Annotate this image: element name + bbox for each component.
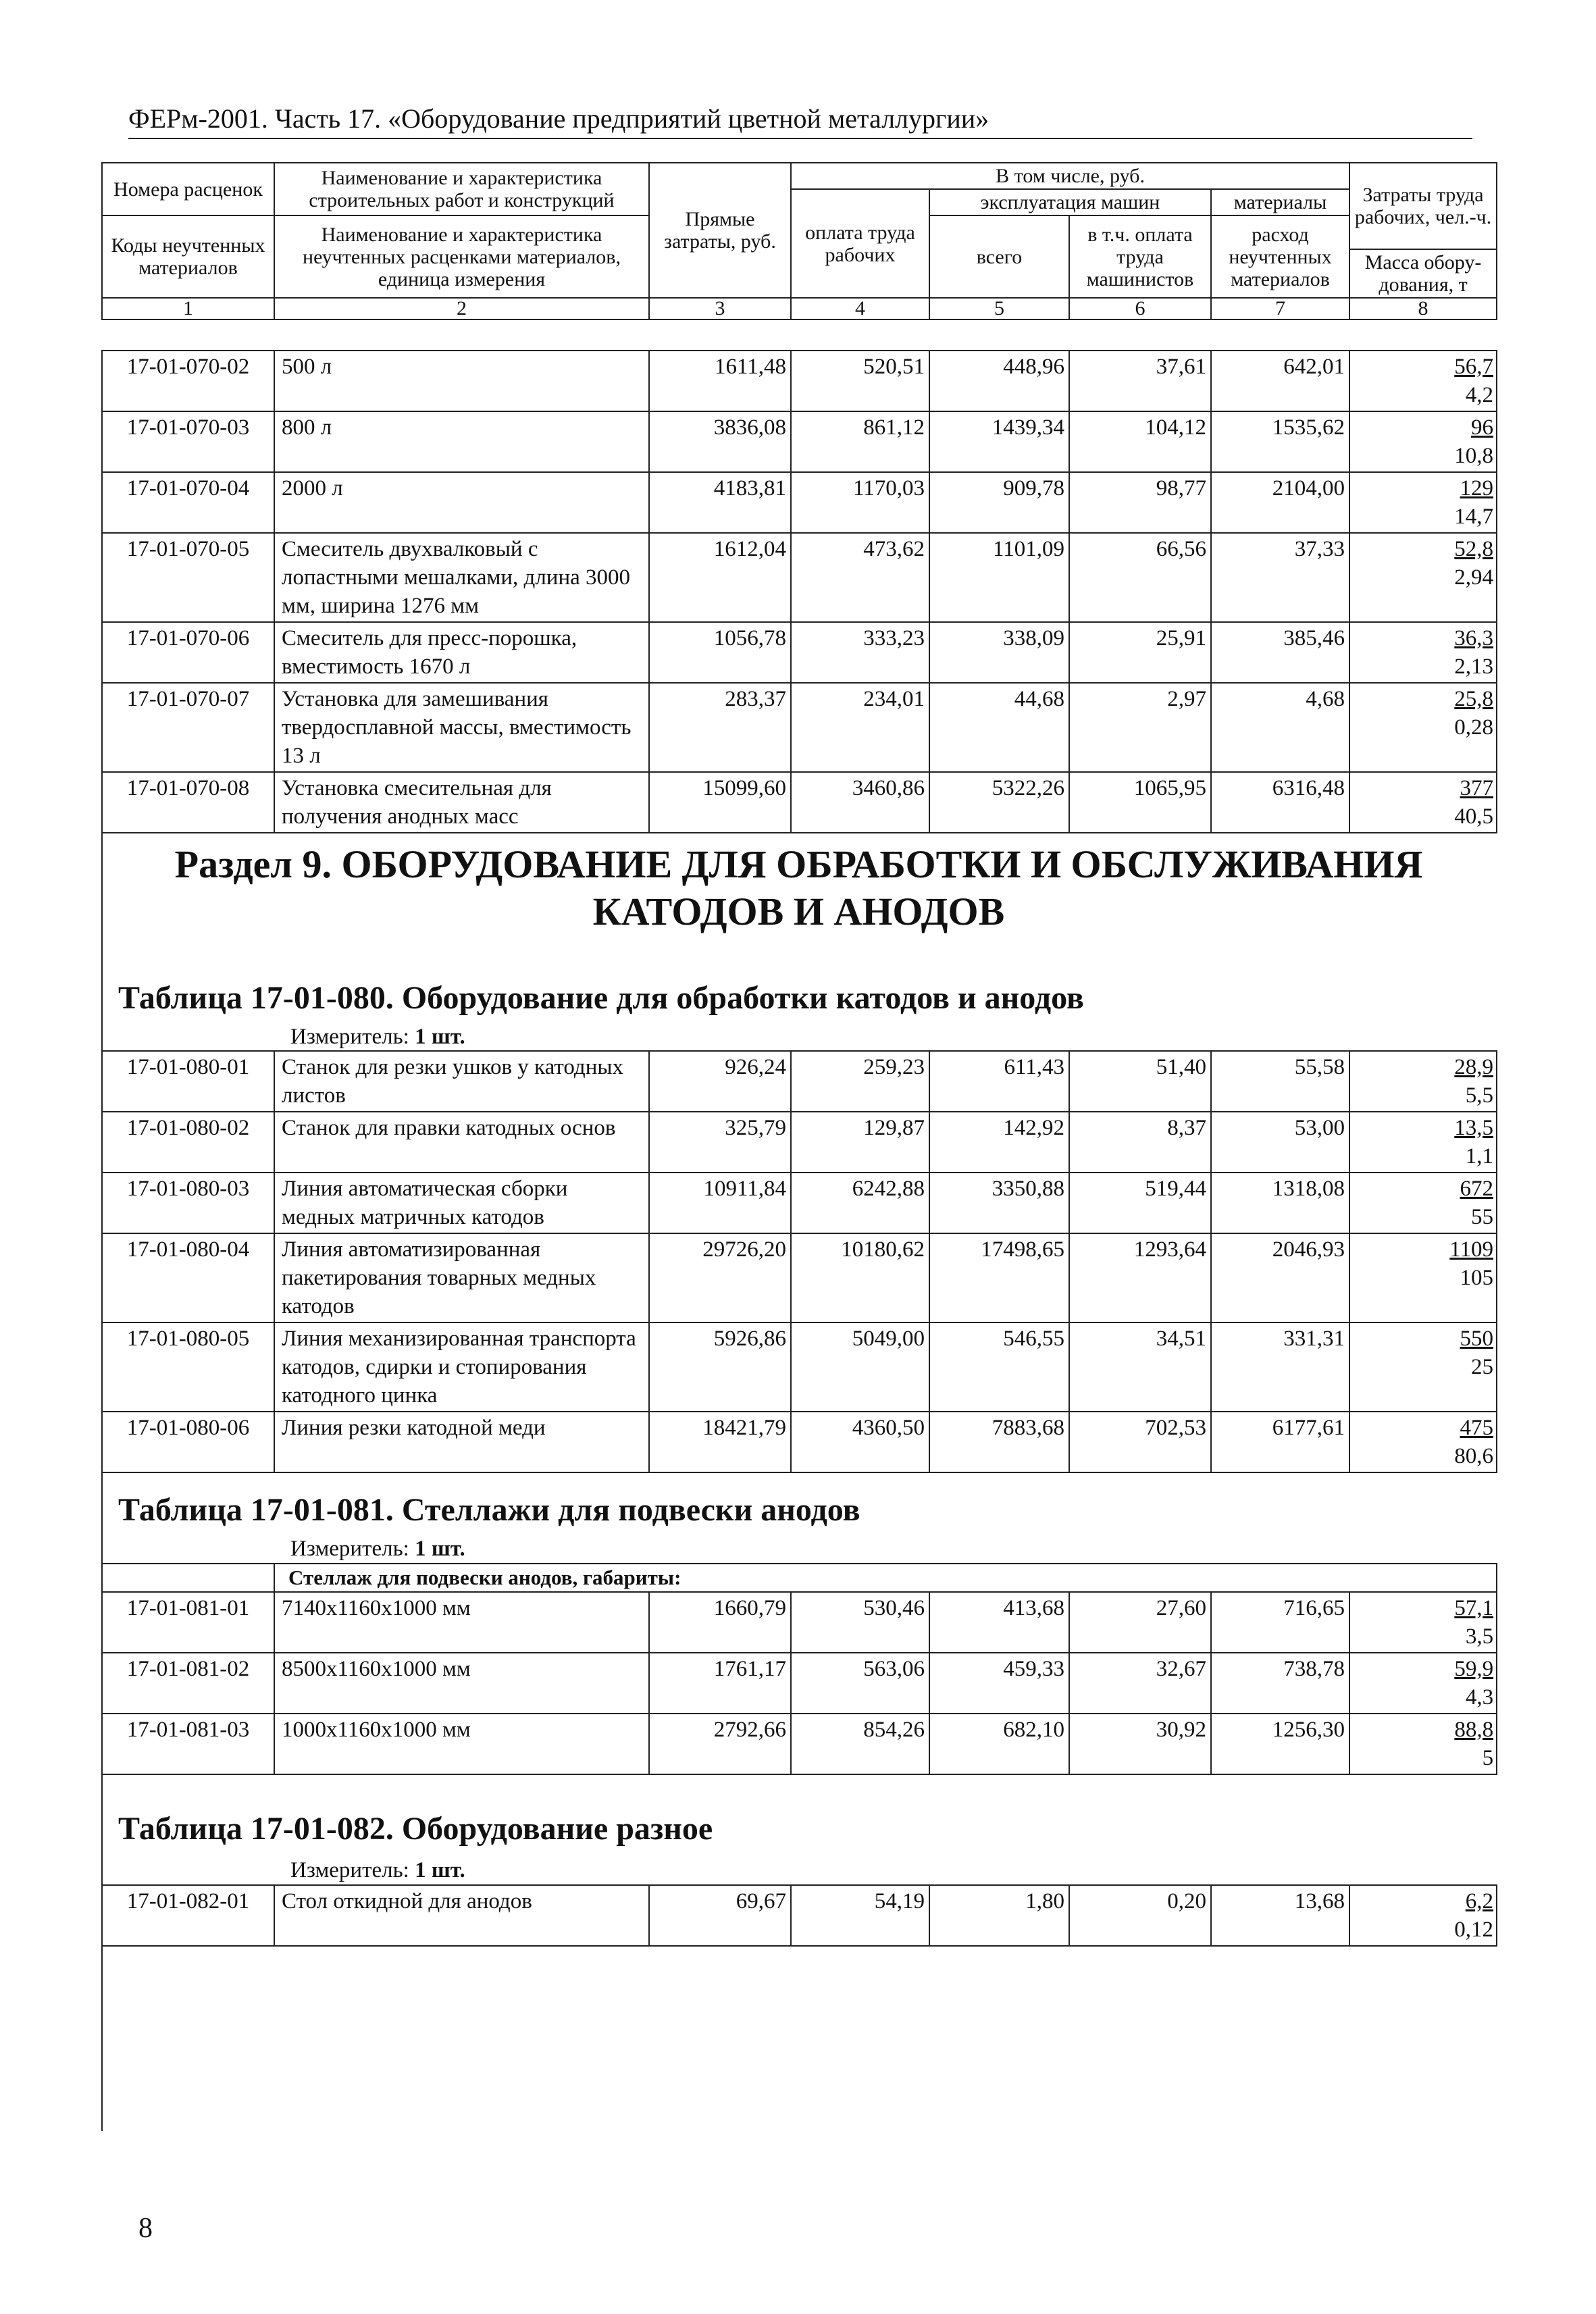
unit-value: 1 шт.	[415, 1537, 465, 1561]
rate-code: 17-01-082-01	[102, 1885, 274, 1946]
rate-name: Установка смесительная для получения анодных масс	[274, 772, 649, 833]
col1-top-header: Номера расценок	[102, 163, 274, 215]
worker-pay: 861,12	[791, 411, 929, 472]
machinist-pay: 51,40	[1069, 1051, 1211, 1112]
equipment-mass: 10,8	[1454, 444, 1493, 468]
labor-mass-cell	[1349, 533, 1497, 622]
machinist-pay: 702,53	[1069, 1412, 1211, 1472]
materials-value: 4,68	[1211, 683, 1349, 772]
direct-costs: 1761,17	[649, 1653, 791, 1714]
rate-code: 17-01-081-01	[102, 1592, 274, 1653]
worker-pay: 3460,86	[791, 772, 929, 833]
machines-total: 682,10	[929, 1714, 1069, 1774]
col-number-6: 6	[1069, 298, 1211, 319]
worker-pay: 10180,62	[791, 1233, 929, 1322]
labor-mass-cell	[1349, 1412, 1497, 1472]
rate-code: 17-01-080-04	[102, 1233, 274, 1322]
rate-code: 17-01-070-08	[102, 772, 274, 833]
machines-total: 17498,65	[929, 1233, 1069, 1322]
machinist-pay: 27,60	[1069, 1592, 1211, 1653]
direct-costs: 4183,81	[649, 472, 791, 533]
labor-mass-cell	[1349, 1714, 1497, 1774]
unaccounted-materials-header: расход неучтенных материалов	[1211, 215, 1349, 298]
machinist-pay: 104,12	[1069, 411, 1211, 472]
rate-name: Стол откидной для анодов	[274, 1885, 649, 1946]
col-number-8: 8	[1349, 298, 1497, 319]
materials-value: 716,65	[1211, 1592, 1349, 1653]
rate-row	[102, 1051, 1497, 1112]
rate-code: 17-01-070-06	[102, 622, 274, 683]
direct-costs: 3836,08	[649, 411, 791, 472]
rate-row	[102, 472, 1497, 533]
labor-hours: 36,3	[1454, 626, 1493, 650]
labor-hours: 88,8	[1454, 1718, 1494, 1742]
labor-mass-cell	[1349, 622, 1497, 683]
materials-value: 385,46	[1211, 622, 1349, 683]
table-081	[101, 1563, 1497, 1775]
rate-name: Смеситель двухвалковый с лопастными мешалками, длина 3000 мм, ширина 1276 мм	[274, 533, 649, 622]
materials-value: 1535,62	[1211, 411, 1349, 472]
worker-pay: 234,01	[791, 683, 929, 772]
rate-row	[102, 1412, 1497, 1472]
materials-value: 53,00	[1211, 1112, 1349, 1173]
col-number-7: 7	[1211, 298, 1349, 319]
table-081-title: Таблица 17-01-081. Стеллажи для подвески анодов	[118, 1492, 860, 1528]
table-080	[101, 1050, 1497, 1473]
table-070	[101, 350, 1497, 833]
direct-costs: 325,79	[649, 1112, 791, 1173]
rate-name: Станок для правки катодных основ	[274, 1112, 649, 1173]
labor-hours: 129	[1460, 476, 1493, 500]
table-082-title: Таблица 17-01-082. Оборудование разное	[118, 1811, 713, 1847]
equipment-mass: 3,5	[1465, 1624, 1494, 1649]
labor-mass-cell	[1349, 1051, 1497, 1112]
machinist-pay: 2,97	[1069, 683, 1211, 772]
rate-code: 17-01-080-03	[102, 1173, 274, 1233]
machinist-pay: 1293,64	[1069, 1233, 1211, 1322]
col-number-5: 5	[929, 298, 1069, 319]
rate-code: 17-01-081-02	[102, 1653, 274, 1714]
rate-row	[102, 1885, 1497, 1946]
labor-hours: 96	[1471, 415, 1493, 440]
rate-row	[102, 411, 1497, 472]
worker-pay: 54,19	[791, 1885, 929, 1946]
worker-pay: 1170,03	[791, 472, 929, 533]
equipment-mass: 5,5	[1465, 1083, 1493, 1108]
materials-value: 6177,61	[1211, 1412, 1349, 1472]
col1-bottom-header: Коды неучтенных материалов	[102, 215, 274, 298]
equipment-mass: 1,1	[1465, 1144, 1493, 1168]
labor-mass-cell	[1349, 1112, 1497, 1173]
equipment-mass: 0,28	[1454, 715, 1493, 740]
materials-value: 2104,00	[1211, 472, 1349, 533]
worker-pay: 259,23	[791, 1051, 929, 1112]
machines-total: 338,09	[929, 622, 1069, 683]
labor-mass-cell	[1349, 1173, 1497, 1233]
machines-total: 448,96	[929, 351, 1069, 411]
machinist-pay: 98,77	[1069, 472, 1211, 533]
col2-bottom-header: Наименование и характеристика неучтенных расценками материалов, единица измерения	[274, 215, 649, 298]
equipment-mass: 55	[1471, 1205, 1493, 1229]
equipment-mass: 25	[1471, 1355, 1493, 1379]
machines-total: 1101,09	[929, 533, 1069, 622]
equipment-mass: 5	[1482, 1746, 1494, 1770]
labor-mass-cell	[1349, 1653, 1497, 1714]
rate-row	[102, 1714, 1497, 1774]
labor-hours: 57,1	[1454, 1596, 1494, 1620]
machinist-pay: 30,92	[1069, 1714, 1211, 1774]
page-number: 8	[138, 2213, 153, 2244]
equipment-mass: 2,94	[1454, 565, 1493, 590]
rate-name: Линия автоматизированная пакетирования товарных медных катодов	[274, 1233, 649, 1322]
worker-pay: 4360,50	[791, 1412, 929, 1472]
equipment-mass: 2,13	[1454, 654, 1493, 679]
equipment-mass: 4,3	[1465, 1685, 1494, 1709]
col-number-1: 1	[102, 298, 274, 319]
rate-row	[102, 1653, 1497, 1714]
materials-header: материалы	[1211, 189, 1349, 215]
equipment-mass-header: Масса обору-дования, т	[1349, 249, 1497, 298]
equipment-mass: 0,12	[1454, 1918, 1493, 1942]
equipment-mass: 4,2	[1465, 383, 1493, 407]
rate-row	[102, 1592, 1497, 1653]
rate-code: 17-01-070-05	[102, 533, 274, 622]
labor-costs-header: Затраты труда рабочих, чел.-ч.	[1349, 163, 1497, 249]
materials-value: 13,68	[1211, 1885, 1349, 1946]
direct-costs: 29726,20	[649, 1233, 791, 1322]
labor-hours: 475	[1460, 1416, 1493, 1440]
worker-pay: 5049,00	[791, 1322, 929, 1412]
equipment-mass: 80,6	[1454, 1444, 1493, 1468]
rate-code: 17-01-080-02	[102, 1112, 274, 1173]
rate-row	[102, 1112, 1497, 1173]
table-082	[101, 1884, 1497, 1947]
machines-total: 413,68	[929, 1592, 1069, 1653]
direct-costs: 69,67	[649, 1885, 791, 1946]
machines-total: 909,78	[929, 472, 1069, 533]
rate-name: Линия механизированная транспорта катодов, сдирки и стопирования катодного цинка	[274, 1322, 649, 1412]
direct-costs: 283,37	[649, 683, 791, 772]
machines-total: 1439,34	[929, 411, 1069, 472]
labor-hours: 6,2	[1465, 1889, 1493, 1913]
table-082-unit	[290, 1857, 465, 1883]
col-number-3: 3	[649, 298, 791, 319]
worker-pay: 530,46	[791, 1592, 929, 1653]
machines-total: 5322,26	[929, 772, 1069, 833]
subheader-spacer	[102, 1564, 274, 1592]
machines-total: 1,80	[929, 1885, 1069, 1946]
worker-pay-header: оплата труда рабочих	[791, 189, 929, 298]
machines-total: 611,43	[929, 1051, 1069, 1112]
rate-name: Станок для резки ушков у катодных листов	[274, 1051, 649, 1112]
rate-name: 800 л	[274, 411, 649, 472]
labor-mass-cell	[1349, 1885, 1497, 1946]
materials-value: 1256,30	[1211, 1714, 1349, 1774]
rate-name: Линия автоматическая сборки медных матричных катодов	[274, 1173, 649, 1233]
machines-total: 142,92	[929, 1112, 1069, 1173]
labor-mass-cell	[1349, 772, 1497, 833]
labor-mass-cell	[1349, 1322, 1497, 1412]
equipment-mass: 105	[1460, 1266, 1493, 1290]
machinist-pay: 25,91	[1069, 622, 1211, 683]
page-header: ФЕРм-2001. Часть 17. «Оборудование предприятий цветной металлургии»	[128, 103, 1472, 139]
machinist-pay: 1065,95	[1069, 772, 1211, 833]
column-header-table	[101, 162, 1497, 320]
worker-pay: 520,51	[791, 351, 929, 411]
rate-row	[102, 622, 1497, 683]
labor-hours: 1109	[1449, 1237, 1493, 1262]
unit-label: Измеритель:	[290, 1537, 409, 1561]
machinist-pay: 0,20	[1069, 1885, 1211, 1946]
rate-row	[102, 772, 1497, 833]
labor-mass-cell	[1349, 1592, 1497, 1653]
labor-hours: 59,9	[1454, 1657, 1494, 1681]
labor-mass-cell	[1349, 683, 1497, 772]
labor-hours: 377	[1460, 776, 1493, 800]
labor-hours: 28,9	[1454, 1055, 1493, 1079]
unit-value: 1 шт.	[415, 1858, 465, 1882]
direct-costs: 1611,48	[649, 351, 791, 411]
rate-name: Смеситель для пресс-порошка, вместимость 1670 л	[274, 622, 649, 683]
worker-pay: 854,26	[791, 1714, 929, 1774]
machinist-pay: 66,56	[1069, 533, 1211, 622]
machinist-pay: 519,44	[1069, 1173, 1211, 1233]
col-number-4: 4	[791, 298, 929, 319]
worker-pay: 473,62	[791, 533, 929, 622]
materials-value: 642,01	[1211, 351, 1349, 411]
machines-total: 7883,68	[929, 1412, 1069, 1472]
table-081-unit	[290, 1536, 465, 1562]
labor-hours: 25,8	[1454, 687, 1493, 711]
rate-row	[102, 1233, 1497, 1322]
direct-costs: 5926,86	[649, 1322, 791, 1412]
worker-pay: 563,06	[791, 1653, 929, 1714]
rate-code: 17-01-080-06	[102, 1412, 274, 1472]
labor-hours: 672	[1460, 1177, 1493, 1201]
machinist-pay: 32,67	[1069, 1653, 1211, 1714]
table-080-unit	[290, 1024, 465, 1050]
machinist-pay: 34,51	[1069, 1322, 1211, 1412]
equipment-mass: 14,7	[1454, 505, 1493, 529]
rate-row	[102, 1322, 1497, 1412]
direct-costs: 1660,79	[649, 1592, 791, 1653]
rate-name: 500 л	[274, 351, 649, 411]
direct-costs: 1056,78	[649, 622, 791, 683]
machines-total: 44,68	[929, 683, 1069, 772]
rate-row	[102, 533, 1497, 622]
labor-mass-cell	[1349, 411, 1497, 472]
col2-top-header: Наименование и характеристика строительных работ и конструкций	[274, 163, 649, 215]
machinist-pay: 37,61	[1069, 351, 1211, 411]
rate-code: 17-01-070-03	[102, 411, 274, 472]
rate-name: 1000х1160х1000 мм	[274, 1714, 649, 1774]
direct-costs: 15099,60	[649, 772, 791, 833]
direct-costs: 10911,84	[649, 1173, 791, 1233]
rate-code: 17-01-081-03	[102, 1714, 274, 1774]
machines-total-header: всего	[929, 215, 1069, 298]
direct-costs: 1612,04	[649, 533, 791, 622]
materials-value: 738,78	[1211, 1653, 1349, 1714]
including-header: В том числе, руб.	[791, 163, 1349, 189]
worker-pay: 333,23	[791, 622, 929, 683]
unit-label: Измеритель:	[290, 1025, 409, 1049]
labor-hours: 52,8	[1454, 537, 1493, 561]
machines-header: эксплуатация машин	[929, 189, 1211, 215]
rate-code: 17-01-080-05	[102, 1322, 274, 1412]
rate-name: Установка для замешивания твердосплавной массы, вместимость 13 л	[274, 683, 649, 772]
equipment-mass: 40,5	[1454, 804, 1493, 829]
table-081-subheader: Стеллаж для подвески анодов, габариты:	[274, 1564, 1497, 1592]
rate-row	[102, 1173, 1497, 1233]
materials-value: 6316,48	[1211, 772, 1349, 833]
direct-costs-header: Прямые затраты, руб.	[649, 163, 791, 298]
labor-hours: 550	[1460, 1327, 1493, 1351]
rate-code: 17-01-080-01	[102, 1051, 274, 1112]
labor-hours: 56,7	[1454, 355, 1493, 379]
machines-total: 3350,88	[929, 1173, 1069, 1233]
labor-mass-cell	[1349, 472, 1497, 533]
table-080-title: Таблица 17-01-080. Оборудование для обработки катодов и анодов	[118, 980, 1084, 1016]
machinist-pay: 8,37	[1069, 1112, 1211, 1173]
direct-costs: 18421,79	[649, 1412, 791, 1472]
rate-row	[102, 351, 1497, 411]
machines-total: 459,33	[929, 1653, 1069, 1714]
materials-value: 2046,93	[1211, 1233, 1349, 1322]
rate-code: 17-01-070-02	[102, 351, 274, 411]
materials-value: 37,33	[1211, 533, 1349, 622]
materials-value: 55,58	[1211, 1051, 1349, 1112]
materials-value: 1318,08	[1211, 1173, 1349, 1233]
unit-value: 1 шт.	[415, 1025, 465, 1049]
labor-hours: 13,5	[1454, 1116, 1493, 1140]
rate-name: Линия резки катодной меди	[274, 1412, 649, 1472]
worker-pay: 6242,88	[791, 1173, 929, 1233]
rate-code: 17-01-070-07	[102, 683, 274, 772]
labor-mass-cell	[1349, 1233, 1497, 1322]
rate-name: 8500х1160х1000 мм	[274, 1653, 649, 1714]
materials-value: 331,31	[1211, 1322, 1349, 1412]
direct-costs: 926,24	[649, 1051, 791, 1112]
rate-name: 7140х1160х1000 мм	[274, 1592, 649, 1653]
labor-mass-cell	[1349, 351, 1497, 411]
rate-row	[102, 683, 1497, 772]
machinist-pay-header: в т.ч. оплата труда машинистов	[1069, 215, 1211, 298]
rate-code: 17-01-070-04	[102, 472, 274, 533]
machines-total: 546,55	[929, 1322, 1069, 1412]
direct-costs: 2792,66	[649, 1714, 791, 1774]
worker-pay: 129,87	[791, 1112, 929, 1173]
unit-label: Измеритель:	[290, 1858, 409, 1882]
col-number-2: 2	[274, 298, 649, 319]
section-title: Раздел 9. ОБОРУДОВАНИЕ ДЛЯ ОБРАБОТКИ И ОБСЛУЖИВАНИЯ КАТОДОВ И АНОДОВ	[174, 842, 1423, 933]
rate-name: 2000 л	[274, 472, 649, 533]
